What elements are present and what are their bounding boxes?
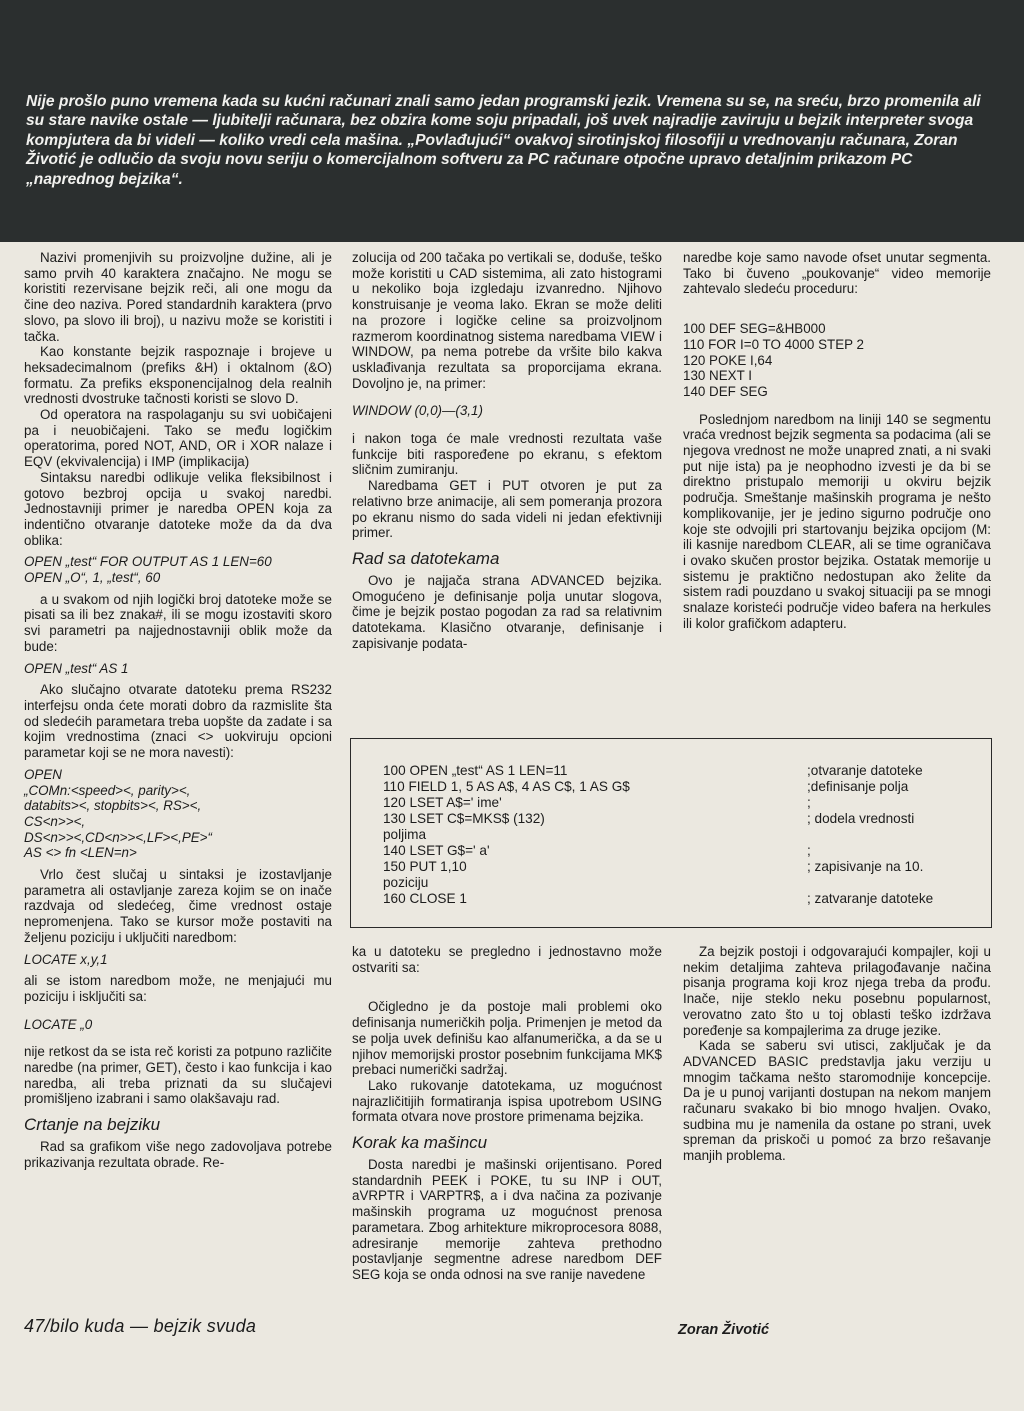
- program-listing: [350, 738, 992, 928]
- paragraph: a u svakom od njih logički broj datoteke može se pisati sa ili bez znaka#, ili se mogu izostaviti skoro svi parametri pa najjednostavniji oblik može da bude:: [24, 591, 332, 654]
- code-line: „COMn:<speed><, parity><,: [24, 782, 191, 798]
- paragraph: naredbe koje samo navode ofset unutar segmenta. Tako bi čuveno „poukovanje“ video memorije zahtevalo sledeću proceduru:: [683, 250, 991, 297]
- paragraph: i nakon toga će male vrednosti rezultata vaše funkcije biti raspoređene po ekranu, s efektom sličnim zumiranju.: [352, 431, 662, 478]
- listing-row: [383, 827, 971, 843]
- code-line: 140 DEF SEG: [683, 383, 768, 399]
- paragraph: Poslednjom naredbom na liniji 140 se segmentu vraća vrednost bejzik segmenta sa podacima (ali se njegova vrednost ne može unapred znati, a ni svaki put nije ista) pa je neophodno izvesti je da bi se direktno pristupalo memoriji u okviru bejzik područja. Smeštanje mašinskih programa je nešto komplikovanije, jer je jedino sigurno područje ono koje ste odvojili pri startovanju bejzika opcijom (M: ili kasnije naredbom CLEAR, ali se time ograničava i ovako skučen prostor bejzika. Ostatak memorije u sistemu je praktično nedostupan ako želite da sistem radi pouzdano u svakoj situaciji pa se mnogi snalaze koristeći područje video bafera na herkules ili kolor grafičkom adapteru.: [683, 411, 991, 631]
- paragraph: Nazivi promenjivih su proizvoljne dužine, ali je samo prvih 40 karaktera značajno. Ne mogu se koristiti rezervisane bejzik reči, ali one mogu da čine deo naziva. Pored standardnih karaktera (prvo slovo, pa slovo ili broj), u nazivu može se koristiti i tačka.: [24, 250, 332, 344]
- code-line: OPEN: [24, 766, 62, 782]
- section-heading: Korak ka mašincu: [352, 1133, 488, 1153]
- code-line: DS<n>><,CD<n>><,LF><,PE>“: [24, 829, 212, 845]
- column-2-upper: [352, 250, 662, 651]
- code-line: LOCATE „0: [24, 1016, 93, 1032]
- intro-banner: [0, 0, 1024, 242]
- listing-row: [383, 843, 971, 859]
- listing-row: [383, 875, 971, 891]
- paragraph: zolucija od 200 tačaka po vertikali se, doduše, teško može koristiti u CAD sistemima, ali zato histogrami u nekoliko boja izgledaju izvanredno. Njihovo konstruisanje je veoma lako. Ekran se može deliti na prozore i logičke celine sa proizvoljnom razmerom koordinatnog sistema naredbama VIEW i WINDOW, pa nema potrebe da vršite bilo kakva usklađivanja rezultata sa proporcijama ekrana. Dovoljno je, na primer:: [352, 250, 662, 391]
- paragraph: ali se istom naredbom može, ne menjajući mu poziciju i isključiti sa:: [24, 973, 332, 1004]
- code-line: 100 DEF SEG=&HB000: [683, 321, 826, 337]
- paragraph: Očigledno je da postoje mali problemi oko definisanja numeričkih polja. Primenjen je metod da se polja uvek definišu kao alfanumerička, a da se u njihov memorijski prostor posebnim funkcijama MK$ prebaci numerički sadržaj.: [352, 999, 662, 1078]
- section-heading: Crtanje na bejziku: [24, 1115, 161, 1135]
- paragraph: Ovo je najjača strana ADVANCED bejzika. Omogućeno je definisanje polja unutar slogova, čime je bejzik postao pogodan za rad sa relativnim datotekama. Klasično otvaranje, definisanje i zapisivanje podata-: [352, 572, 662, 651]
- listing-command: 100 OPEN „test“ AS 1 LEN=11: [383, 763, 568, 778]
- listing-comment: ; dodela vrednosti: [807, 811, 915, 826]
- listing-command: 140 LSET G$=' a': [383, 843, 490, 858]
- listing-row: [383, 859, 971, 875]
- column-2-lower: [352, 944, 662, 1283]
- paragraph: Lako rukovanje datotekama, uz mogućnost najrazličitijih formatiranja ispisa upotrebom USING formata otvara nove prostore primenama bejzika.: [352, 1077, 662, 1125]
- paragraph: Rad sa grafikom više nego zadovoljava potrebe prikazivanja rezultata obrade. Re-: [24, 1139, 332, 1170]
- column-3-upper: [683, 250, 991, 631]
- paragraph: Naredbama GET i PUT otvoren je put za relativno brze animacije, ali sem pomeranja prozora po ekranu nismo do sada videli ni jedan efektivniji primer.: [352, 478, 662, 541]
- column-3-lower: [683, 944, 991, 1164]
- paragraph: Dosta naredbi je mašinski orijentisano. Pored standardnih PEEK i POKE, tu su INP i OUT, aVRPTR i VARPTR$, a i dva načina za pozivanje mašinskih programa uz mogućnost prenosa parametara. Zbog arhitekture mikroprocesora 8088, adresiranje memorije zahteva prethodno postavljanje segmentne adrese naredbom DEF SEG koja se onda odnosi na sve ranije navedene: [352, 1157, 662, 1282]
- paragraph: ka u datoteku se pregledno i jednostavno može ostvariti sa:: [352, 944, 662, 975]
- listing-comment: ;: [807, 843, 811, 858]
- code-line: 130 NEXT I: [683, 368, 752, 384]
- listing-comment: ; zatvaranje datoteke: [807, 891, 934, 906]
- listing-command: poziciju: [383, 875, 429, 890]
- listing-comment: ;definisanje polja: [807, 779, 909, 794]
- paragraph: Za bejzik postoji i odgovarajući kompajler, koji u nekim detaljima zahteva prilagođavanje načina pisanja programa koji kroz njega treba da prođu. Inače, nije steklo neku posebnu popularnost, verovatno zato što u toj oblasti teško izdržava poređenje sa kompajlerima za druge jezike.: [683, 944, 991, 1038]
- code-line: WINDOW (0,0)—(3,1): [352, 403, 483, 419]
- listing-comment: ; zapisivanje na 10.: [807, 859, 924, 874]
- paragraph: Od operatora na raspolaganju su svi uobičajeni pa i neuobičajeni. Tako se među logičkim operatorima, pored NOT, AND, OR i XOR nalaze i EQV (ekvivalencija) i IMP (implikacija): [24, 407, 332, 470]
- code-line: AS <> fn <LEN=n>: [24, 845, 137, 861]
- listing-row: [383, 779, 971, 795]
- listing-row: [383, 763, 971, 779]
- code-line: LOCATE x,y,1: [24, 951, 108, 967]
- code-line: OPEN „O“, 1, „test“, 60: [24, 570, 161, 586]
- paragraph: Ako slučajno otvarate datoteku prema RS232 interfejsu onda ćete morati dobro da razmislite šta od sledećih parametara treba uopšte da zadate i sa kojim vrednostima (znaci <> uokviruju opcioni parametar koji se ne mora navesti):: [24, 682, 332, 761]
- code-line: CS<n>><,: [24, 813, 86, 829]
- section-heading: Rad sa datotekama: [352, 548, 500, 568]
- listing-command: 120 LSET A$=' ime': [383, 795, 502, 810]
- paragraph: Kada se saberu svi utisci, zaključak je da ADVANCED BASIC predstavlja jaku verziju u mnogim tačkama nešto staromodnije koncepcije. Da je u punoj varijanti dostupan na nekom manjem računaru svakako bi bio mnogo hvaljen. Ovako, sudbina mu je namenila da ostane po strani, uvek spreman da priskoči u pomoć za brzo rešavanje manjih problema.: [683, 1038, 991, 1164]
- listing-row: [383, 795, 971, 811]
- author-signature: Zoran Životić: [678, 1322, 770, 1338]
- listing-row: [383, 891, 971, 907]
- listing-command: 130 LSET C$=MKS$ (132): [383, 811, 545, 826]
- code-line: 110 FOR I=0 TO 4000 STEP 2: [683, 336, 865, 352]
- paragraph: Kao konstante bejzik raspoznaje i brojeve u heksadecimalnom (prefiks &H) i oktalnom (&O) formatu. Za prefiks eksponencijalnog dela realnih vrednosti dvostruke tačnosti koristi se slovo D.: [24, 344, 332, 407]
- paragraph: Sintaksu naredbi odlikuje velika fleksibilnost i gotovo bezbroj opcija u svakoj naredbi. Jednostavniji primer je naredba OPEN koja za indentično otvaranje datoteke može da da dva oblika:: [24, 469, 332, 548]
- paragraph: Vrlo čest slučaj u sintaksi je izostavljanje parametra ali ostavljanje zareza kojim se on inače razdvaja od sledećeg, čime vrednost ostaje nepromenjena. Tako se kursor može postaviti na željenu poziciju i uključiti naredbom:: [24, 867, 332, 945]
- listing-comment: ;otvaranje datoteke: [807, 763, 923, 778]
- code-line: databits><, stopbits><, RS><,: [24, 798, 202, 814]
- code-line: OPEN „test“ FOR OUTPUT AS 1 LEN=60: [24, 554, 272, 570]
- listing-command: 150 PUT 1,10: [383, 859, 467, 874]
- listing-row: [383, 811, 971, 827]
- column-1: [24, 250, 332, 1171]
- code-line: OPEN „test“ AS 1: [24, 660, 129, 676]
- listing-command: 110 FIELD 1, 5 AS A$, 4 AS C$, 1 AS G$: [383, 779, 630, 794]
- paragraph: nije retkost da se ista reč koristi za potpuno različite naredbe (na primer, GET), često i kao funkcija i kao naredba, ali treba priznati da su slučajevi promišljeno izabrani i samo olakšavaju rad.: [24, 1044, 332, 1107]
- listing-comment: ;: [807, 795, 811, 810]
- listing-command: poljima: [383, 827, 427, 842]
- listing-command: 160 CLOSE 1: [383, 891, 467, 906]
- intro-text: Nije prošlo puno vremena kada su kućni računari znali samo jedan programski jezik. Vremena su se, na sreću, brzo promenila ali su stare navike ostale — ljubitelji računara, bez obzira kome soju pripadali, još uvek najradije zaviruju u bejzik interpreter svoga kompjutera da bi videli — koliko vredi cela mašina. „Povlađujući“ ovakvoj sirotinjskoj filosofiji u vrednovanju računara, Zoran Životić je odlučio da svoju novu seriju o komercijalnom softveru za PC računare otpočne upravo detaljnim prikazom PC „naprednog bejzika“.: [26, 93, 981, 188]
- page-footer-label: 47/bilo kuda — bejzik svuda: [24, 1316, 257, 1336]
- code-line: 120 POKE I,64: [683, 352, 773, 368]
